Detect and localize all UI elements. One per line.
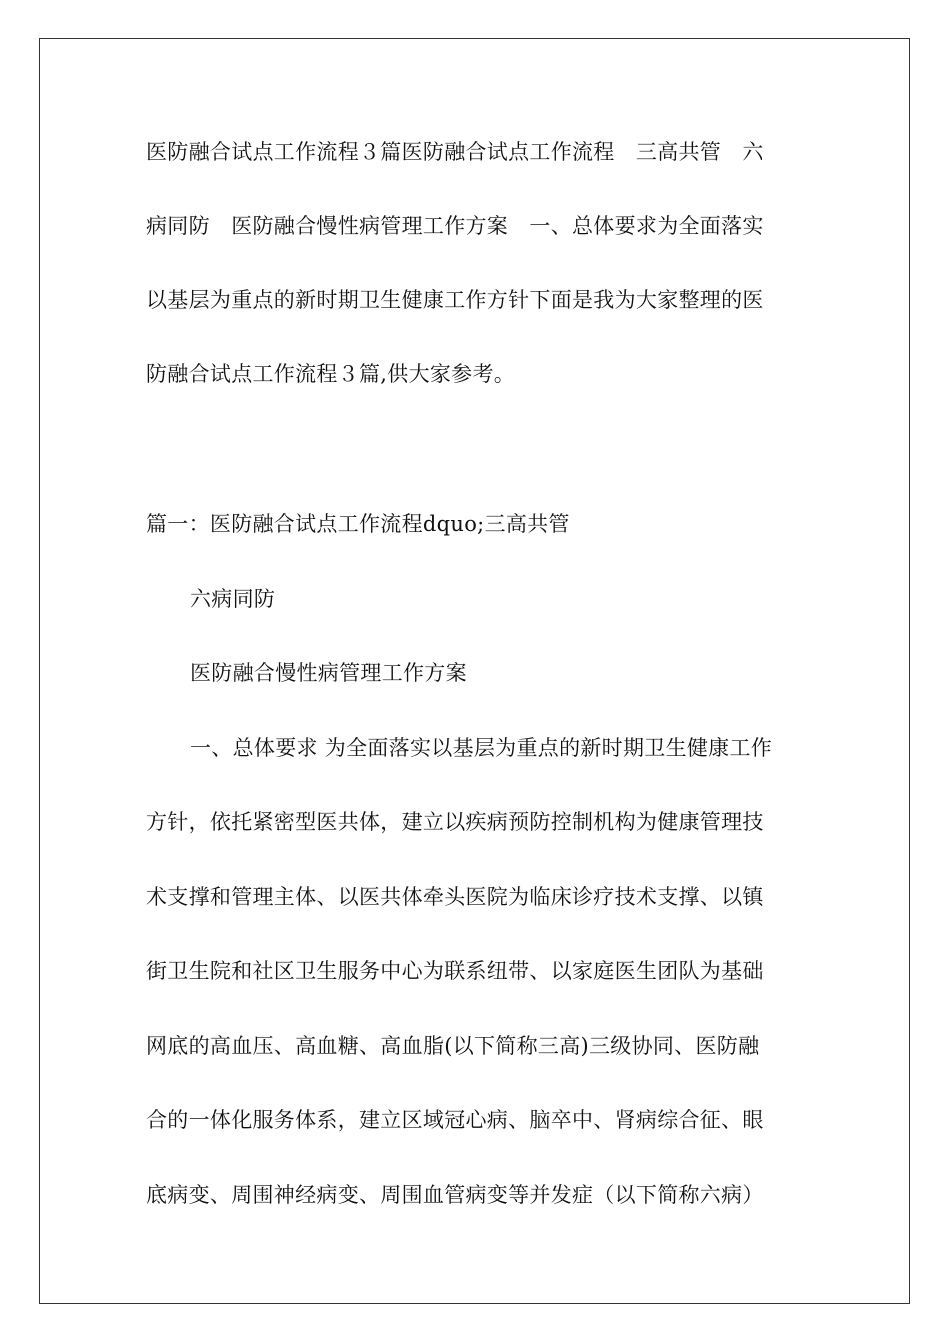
intro-line-1: 医防融合试点工作流程３篇医防融合试点工作流程 三高共管 六 [146, 140, 764, 164]
body-line-6: 合的一体化服务体系，建立区域冠心病、脑卒中、肾病综合征、眼 [146, 1108, 764, 1132]
subheading-work-plan: 医防融合慢性病管理工作方案 [190, 661, 467, 685]
intro-line-3: 以基层为重点的新时期卫生健康工作方针下面是我为大家整理的医 [146, 288, 764, 312]
body-line-4: 街卫生院和社区卫生服务中心为联系纽带、以家庭医生团队为基础 [146, 959, 764, 983]
body-line-5: 网底的高血压、高血糖、高血脂(以下简称三高)三级协同、医防融 [146, 1034, 760, 1058]
body-line-7: 底病变、周围神经病变、周围血管病变等并发症（以下简称六病） [146, 1183, 764, 1207]
intro-line-2: 病同防 医防融合慢性病管理工作方案 一、总体要求为全面落实 [146, 214, 764, 238]
section-heading: 篇一：医防融合试点工作流程dquo;三高共管 [146, 512, 570, 536]
body-line-3: 术支撑和管理主体、以医共体牵头医院为临床诊疗技术支撑、以镇 [146, 885, 764, 909]
subheading-six-diseases: 六病同防 [190, 587, 276, 611]
body-line-2: 方针，依托紧密型医共体，建立以疾病预防控制机构为健康管理技 [146, 810, 764, 834]
intro-line-4: 防融合试点工作流程３篇,供大家参考。 [146, 362, 516, 386]
body-line-1: 一、总体要求 为全面落实以基层为重点的新时期卫生健康工作 [190, 736, 773, 760]
